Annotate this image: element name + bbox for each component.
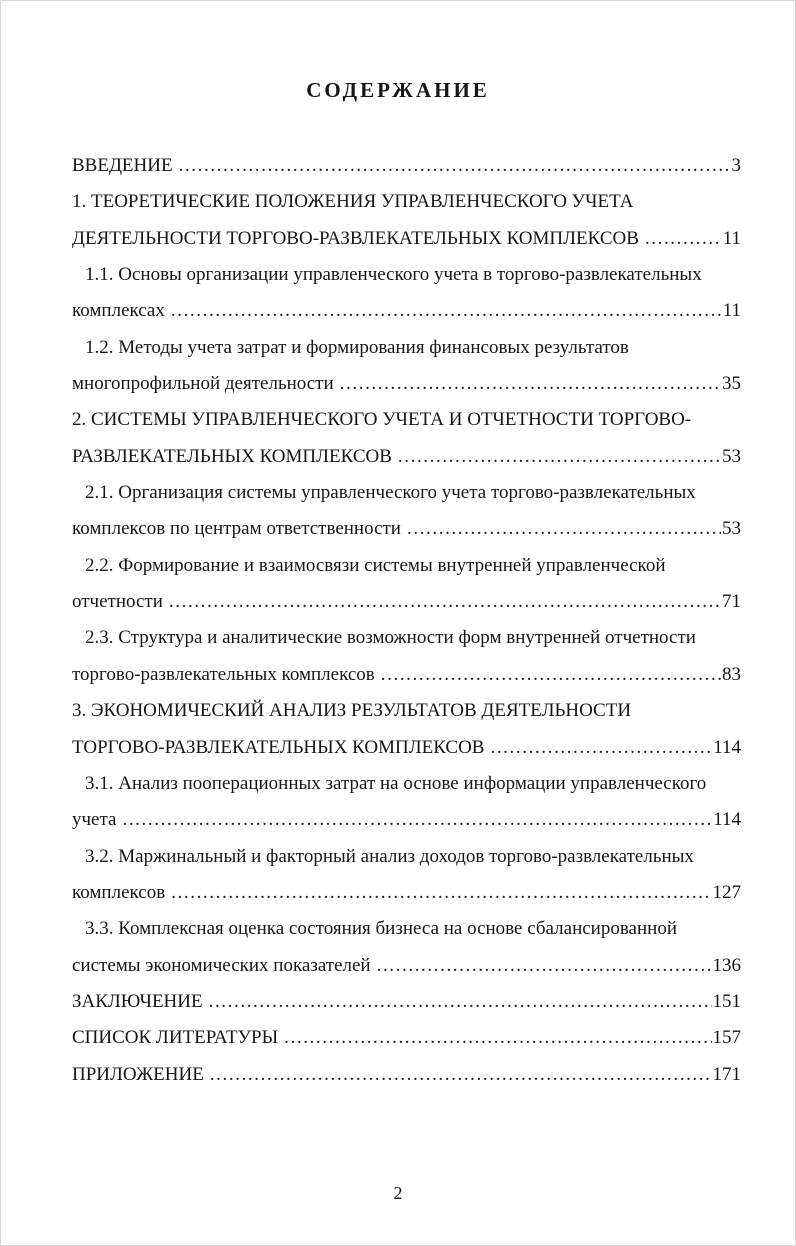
toc-line-text: 3.1. Анализ пооперационных затрат на основе информации управленческого <box>85 772 707 794</box>
toc-line-text: ТОРГОВО-РАЗВЛЕКАТЕЛЬНЫХ КОМПЛЕКСОВ <box>72 736 485 758</box>
toc-page-number: 3 <box>731 155 741 176</box>
dot-leader <box>340 366 721 402</box>
toc-line-text: ВВЕДЕНИЕ <box>72 155 173 176</box>
dot-leader <box>407 511 721 547</box>
toc-line-text: ПРИЛОЖЕНИЕ <box>72 1063 204 1085</box>
toc-page-number: 114 <box>713 736 741 758</box>
toc-page-number: 127 <box>712 881 741 903</box>
toc-line-text: 2.2. Формирование и взаимосвязи системы внутренней управленческой <box>85 554 666 576</box>
toc-line-text: 3. ЭКОНОМИЧЕСКИЙ АНАЛИЗ РЕЗУЛЬТАТОВ ДЕЯТЕЛЬНОСТИ <box>72 700 632 722</box>
toc-line <box>72 1057 741 1093</box>
toc-line <box>72 730 741 766</box>
toc-line-text: отчетности <box>72 591 163 613</box>
toc-line-text: 1. ТЕОРЕТИЧЕСКИЕ ПОЛОЖЕНИЯ УПРАВЛЕНЧЕСКОГО УЧЕТА <box>72 191 634 213</box>
toc-line <box>72 875 741 911</box>
toc-line <box>72 148 741 184</box>
toc-line <box>72 766 741 802</box>
toc-page-number: 136 <box>712 954 741 976</box>
toc-line-text: учета <box>72 809 117 831</box>
toc-line-text: комплексов по центрам ответственности <box>72 518 401 540</box>
toc-line-text: системы экономических показателей <box>72 954 371 976</box>
toc-line <box>72 511 741 547</box>
toc-page-number: 114 <box>713 809 741 831</box>
dot-leader <box>645 221 722 257</box>
toc-line <box>72 257 741 293</box>
toc-line-text: ДЕЯТЕЛЬНОСТИ ТОРГОВО-РАЗВЛЕКАТЕЛЬНЫХ КОМПЛЕКСОВ <box>72 227 639 249</box>
toc-line <box>72 948 741 984</box>
toc-line-text: 3.2. Маржинальный и факторный анализ доходов торгово-развлекательных <box>85 845 694 867</box>
toc-line <box>72 402 741 438</box>
toc-line <box>72 184 741 220</box>
toc-line <box>72 293 741 329</box>
dot-leader <box>284 1020 711 1056</box>
toc-line-text: комплексов <box>72 881 166 903</box>
toc-line <box>72 584 741 620</box>
toc-line-text: торгово-развлекательных комплексов <box>72 663 375 685</box>
toc-line <box>72 984 741 1020</box>
toc-line-text: комплексах <box>72 300 165 322</box>
toc-line <box>72 620 741 656</box>
toc-page-number: 11 <box>722 300 741 322</box>
toc-page-number: 151 <box>712 990 741 1012</box>
dot-leader <box>381 657 721 693</box>
toc-line-text: 1.2. Методы учета затрат и формирования финансовых результатов <box>85 336 629 358</box>
toc-line-text: 2.3. Структура и аналитические возможности форм внутренней отчетности <box>85 627 696 649</box>
toc-page-number: 53 <box>722 518 741 540</box>
toc-line <box>72 802 741 838</box>
toc-line-text: СПИСОК ЛИТЕРАТУРЫ <box>72 1027 279 1049</box>
toc-line <box>72 839 741 875</box>
toc-line-text: 2. СИСТЕМЫ УПРАВЛЕНЧЕСКОГО УЧЕТА И ОТЧЕТНОСТИ ТОРГОВО- <box>72 409 692 431</box>
toc-line-text: многопрофильной деятельности <box>72 373 334 395</box>
dot-leader <box>171 875 711 911</box>
dot-leader <box>171 293 722 329</box>
toc-line-text: ЗАКЛЮЧЕНИЕ <box>72 990 203 1012</box>
dot-leader <box>210 1057 712 1093</box>
table-of-contents <box>72 148 741 1093</box>
page-number: 2 <box>393 1183 403 1203</box>
toc-line <box>72 475 741 511</box>
toc-line <box>72 693 741 729</box>
toc-line <box>72 221 741 257</box>
toc-page-number: 71 <box>722 591 741 613</box>
toc-line <box>72 1020 741 1056</box>
toc-line <box>72 548 741 584</box>
toc-page-number: 53 <box>722 445 741 467</box>
dot-leader <box>490 730 712 766</box>
toc-line <box>72 366 741 402</box>
dot-leader <box>122 802 712 838</box>
toc-line-text: 2.1. Организация системы управленческого учета торгово-развлекательных <box>85 482 696 504</box>
dot-leader <box>209 984 712 1020</box>
toc-page-number: 83 <box>722 663 741 685</box>
toc-line <box>72 439 741 475</box>
toc-page-number: 171 <box>712 1063 741 1085</box>
page-title: СОДЕРЖАНИЕ <box>306 78 490 102</box>
dot-leader <box>377 948 712 984</box>
toc-line <box>72 911 741 947</box>
toc-line-text: 1.1. Основы организации управленческого учета в торгово-развлекательных <box>85 264 702 286</box>
dot-leader <box>179 148 731 184</box>
toc-page-number: 11 <box>722 227 741 249</box>
toc-line-text: РАЗВЛЕКАТЕЛЬНЫХ КОМПЛЕКСОВ <box>72 445 392 467</box>
toc-line <box>72 657 741 693</box>
toc-page-number: 35 <box>722 373 741 395</box>
dot-leader <box>398 439 721 475</box>
dot-leader <box>169 584 721 620</box>
toc-line <box>72 330 741 366</box>
toc-line-text: 3.3. Комплексная оценка состояния бизнеса на основе сбалансированной <box>85 918 677 940</box>
toc-page-number: 157 <box>712 1027 741 1049</box>
